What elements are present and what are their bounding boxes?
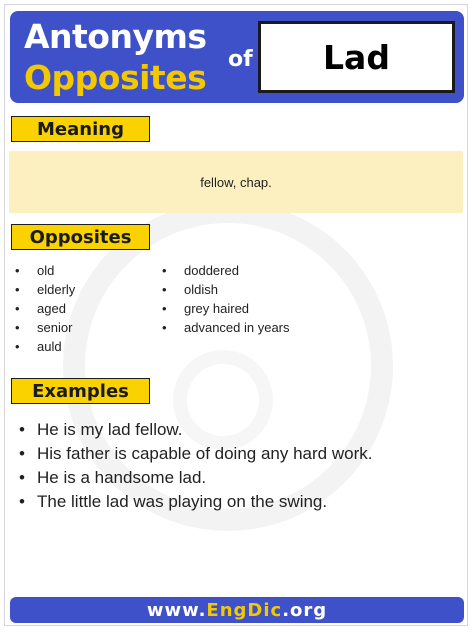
example-sentence: • He is a handsome lad. <box>15 466 372 490</box>
list-item: • oldish <box>158 280 290 299</box>
opposites-list-right <box>158 261 290 337</box>
list-item: • senior <box>11 318 75 337</box>
headword-box: Lad <box>258 21 455 93</box>
examples-list <box>15 418 372 514</box>
meaning-label: Meaning <box>11 116 150 142</box>
title-antonyms: Antonyms <box>24 17 207 56</box>
list-item: • advanced in years <box>158 318 290 337</box>
footer-prefix: www. <box>146 599 207 621</box>
list-item: • doddered <box>158 261 290 280</box>
examples-label: Examples <box>11 378 150 404</box>
opposites-list-left <box>11 261 75 356</box>
title-opposites: Opposites <box>24 58 207 97</box>
list-item: • grey haired <box>158 299 290 318</box>
example-sentence: • He is my lad fellow. <box>15 418 372 442</box>
meaning-text: fellow, chap. <box>9 151 463 213</box>
footer-suffix: .org <box>282 599 328 621</box>
list-item: • aged <box>11 299 75 318</box>
opposites-label: Opposites <box>11 224 150 250</box>
title-banner <box>10 11 464 103</box>
example-sentence: • His father is capable of doing any hard work. <box>15 442 372 466</box>
list-item: • auld <box>11 337 75 356</box>
list-item: • old <box>11 261 75 280</box>
list-item: • elderly <box>11 280 75 299</box>
antonym-card <box>4 4 468 626</box>
title-connector: of <box>228 47 253 72</box>
example-sentence: • The little lad was playing on the swing. <box>15 490 372 514</box>
footer-website-link[interactable] <box>10 597 464 623</box>
footer-brand: EngDic <box>206 599 283 621</box>
